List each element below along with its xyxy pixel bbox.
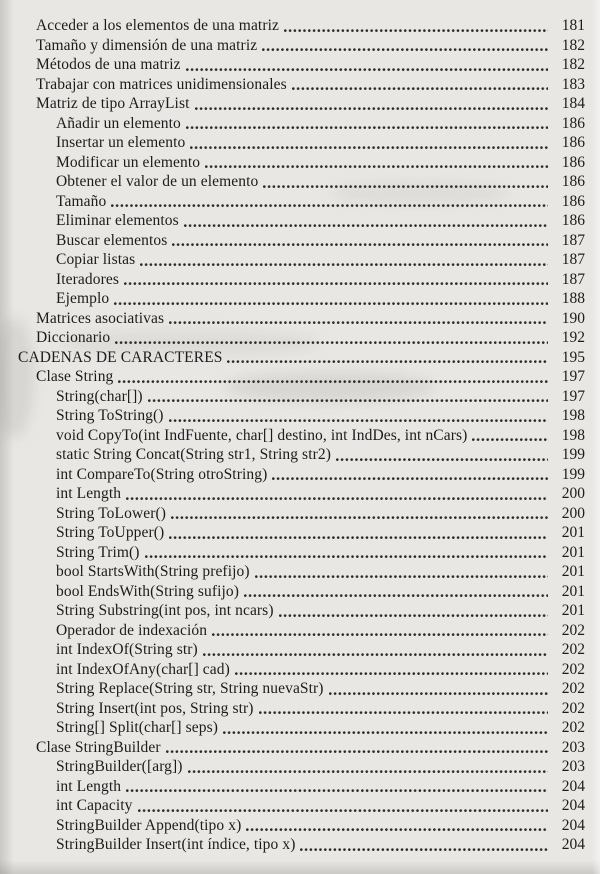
toc-entry-page: 201 bbox=[561, 563, 585, 580]
toc-entry-page: 204 bbox=[561, 797, 585, 814]
toc-entry-label: Iteradores bbox=[56, 270, 119, 288]
toc-entry bbox=[0, 816, 585, 836]
toc-entry bbox=[0, 114, 585, 134]
dot-leader bbox=[148, 398, 548, 403]
toc-entry-label: Tamaño bbox=[56, 192, 107, 210]
toc-entry bbox=[0, 582, 585, 602]
toc-entry-label: Insertar un elemento bbox=[56, 134, 186, 151]
dot-leader bbox=[172, 242, 548, 247]
dot-leader bbox=[126, 496, 548, 501]
dot-leader bbox=[203, 652, 548, 657]
dot-leader bbox=[118, 379, 548, 384]
dot-leader bbox=[212, 632, 548, 637]
toc-entry bbox=[0, 250, 585, 270]
toc-entry-page: 199 bbox=[561, 465, 585, 483]
toc-entry bbox=[0, 211, 585, 231]
toc-entry bbox=[0, 367, 585, 387]
toc-entry bbox=[0, 621, 585, 641]
toc-entry bbox=[0, 94, 585, 114]
toc-entry-page: 197 bbox=[561, 368, 585, 385]
dot-leader bbox=[166, 749, 548, 754]
toc-entry bbox=[0, 835, 585, 855]
toc-entry bbox=[0, 231, 585, 251]
toc-entry-page: 203 bbox=[561, 738, 585, 756]
toc-entry bbox=[0, 543, 585, 563]
toc-entry bbox=[0, 348, 585, 368]
toc-entry bbox=[0, 718, 585, 738]
toc-entry-label: StringBuilder([arg]) bbox=[56, 758, 183, 775]
toc-entry-page: 203 bbox=[561, 758, 585, 775]
toc-entry bbox=[0, 660, 585, 680]
toc-entry-page: 192 bbox=[561, 329, 585, 346]
toc-entry-page: 204 bbox=[561, 777, 585, 795]
dot-leader bbox=[259, 710, 548, 715]
toc-entry bbox=[0, 16, 585, 36]
toc-entry-label: Modificar un elemento bbox=[56, 153, 201, 171]
toc-entry-page: 188 bbox=[561, 290, 585, 307]
toc-entry-label: Añadir un elemento bbox=[56, 114, 181, 132]
toc-entry-page: 202 bbox=[561, 641, 585, 658]
toc-entry-page: 202 bbox=[561, 719, 585, 736]
toc-entry bbox=[0, 192, 585, 212]
dot-leader bbox=[186, 125, 548, 130]
toc-entry-page: 204 bbox=[561, 816, 585, 834]
toc-entry-page: 187 bbox=[561, 270, 585, 288]
dot-leader bbox=[205, 164, 548, 169]
toc-entry-label: Tamaño y dimensión de una matriz bbox=[36, 36, 258, 54]
toc-entry-label: Obtener el valor de un elemento bbox=[56, 173, 259, 190]
toc-entry bbox=[0, 640, 585, 660]
toc-entry-page: 201 bbox=[561, 602, 585, 619]
toc-entry-page: 202 bbox=[561, 699, 585, 717]
dot-leader bbox=[292, 86, 548, 91]
toc-entry-label: String Trim() bbox=[56, 543, 140, 561]
toc-entry-label: int IndexOf(String str) bbox=[56, 641, 198, 658]
toc-entry-label: void CopyTo(int IndFuente, char[] destino, int IndDes, int nCars) bbox=[56, 426, 468, 444]
toc-entry-page: 199 bbox=[561, 446, 585, 463]
toc-entry-page: 187 bbox=[561, 251, 585, 268]
dot-leader bbox=[184, 223, 548, 228]
toc-entry bbox=[0, 153, 585, 173]
toc-entry-label: Matriz de tipo ArrayList bbox=[36, 95, 190, 112]
dot-leader bbox=[124, 281, 548, 286]
dot-leader bbox=[279, 613, 548, 618]
toc-entry-page: 202 bbox=[561, 660, 585, 678]
dot-leader bbox=[169, 320, 548, 325]
toc-entry-page: 202 bbox=[561, 621, 585, 639]
dot-leader bbox=[227, 359, 548, 364]
dot-leader bbox=[186, 67, 548, 72]
toc-entry-label: String Replace(String str, String nuevaStr) bbox=[56, 680, 324, 697]
toc-entry-page: 187 bbox=[561, 231, 585, 249]
toc-entry bbox=[0, 523, 585, 543]
toc-entry bbox=[0, 270, 585, 290]
toc-entry-page: 182 bbox=[561, 56, 585, 73]
toc-entry-label: Diccionario bbox=[36, 329, 111, 346]
dot-leader bbox=[300, 847, 548, 852]
toc-entry-page: 186 bbox=[561, 134, 585, 151]
toc-entry bbox=[0, 406, 585, 426]
toc-entry-label: Métodos de una matriz bbox=[36, 56, 181, 73]
toc-entry-page: 200 bbox=[561, 504, 585, 522]
toc-entry bbox=[0, 796, 585, 816]
page-edge-bottom-shading bbox=[0, 860, 600, 874]
toc-entry bbox=[0, 445, 585, 465]
dot-leader bbox=[284, 28, 548, 33]
toc-entry-label: StringBuilder Append(tipo x) bbox=[56, 816, 242, 834]
dot-leader bbox=[169, 418, 548, 423]
toc-entry-label: Clase String bbox=[36, 368, 114, 385]
toc-entry bbox=[0, 777, 585, 797]
toc-entry-label: int Capacity bbox=[56, 797, 133, 814]
toc-entry-label: Matrices asociativas bbox=[36, 309, 165, 327]
toc-entry-label: Ejemplo bbox=[56, 290, 110, 307]
toc-entry-label: String Insert(int pos, String str) bbox=[56, 699, 254, 717]
dot-leader bbox=[188, 769, 548, 774]
dot-leader bbox=[244, 593, 548, 598]
toc-entry-label: Eliminar elementos bbox=[56, 212, 179, 229]
toc-entry-label: bool EndsWith(String sufijo) bbox=[56, 582, 240, 600]
toc-entry-page: 197 bbox=[561, 387, 585, 405]
dot-leader bbox=[255, 574, 548, 579]
toc-entry-page: 201 bbox=[561, 543, 585, 561]
toc-entry-page: 186 bbox=[561, 212, 585, 229]
toc-entry bbox=[0, 387, 585, 407]
toc-entry-page: 184 bbox=[561, 95, 585, 112]
toc-entry bbox=[0, 465, 585, 485]
dot-leader bbox=[272, 476, 548, 481]
toc-entry-label: Trabajar con matrices unidimensionales bbox=[36, 75, 287, 93]
dot-leader bbox=[223, 730, 548, 735]
toc-entry-page: 186 bbox=[561, 114, 585, 132]
toc-entry-page: 201 bbox=[561, 524, 585, 541]
toc-entry-label: String ToString() bbox=[56, 407, 164, 424]
toc-entry bbox=[0, 75, 585, 95]
toc-entry-page: 198 bbox=[561, 407, 585, 424]
toc-entry-page: 182 bbox=[561, 36, 585, 54]
dot-leader bbox=[114, 301, 548, 306]
dot-leader bbox=[336, 457, 548, 462]
toc-entry-page: 190 bbox=[561, 309, 585, 327]
toc-entry bbox=[0, 133, 585, 153]
toc-entry bbox=[0, 289, 585, 309]
dot-leader bbox=[145, 554, 548, 559]
toc-entry-label: int IndexOfAny(char[] cad) bbox=[56, 660, 230, 678]
dot-leader bbox=[171, 515, 548, 520]
dot-leader bbox=[138, 808, 548, 813]
dot-leader bbox=[262, 47, 548, 52]
toc-entry-page: 195 bbox=[561, 348, 585, 366]
toc-entry-label: CADENAS DE CARACTERES bbox=[18, 348, 223, 366]
toc-entry-page: 200 bbox=[561, 485, 585, 502]
toc-entry bbox=[0, 172, 585, 192]
dot-leader bbox=[329, 691, 548, 696]
toc-entry-label: String Substring(int pos, int ncars) bbox=[56, 602, 274, 619]
toc-entry-page: 186 bbox=[561, 153, 585, 171]
toc-entry-label: String ToLower() bbox=[56, 504, 167, 522]
toc-entry bbox=[0, 55, 585, 75]
dot-leader bbox=[195, 106, 549, 111]
dot-leader bbox=[169, 535, 548, 540]
toc-entry-label: Clase StringBuilder bbox=[36, 738, 161, 756]
toc-entry-label: StringBuilder Insert(int índice, tipo x) bbox=[56, 836, 296, 853]
toc-entry-label: String ToUpper() bbox=[56, 524, 165, 541]
toc-entry-label: Acceder a los elementos de una matriz bbox=[36, 17, 279, 34]
toc-entry-label: Operador de indexación bbox=[56, 621, 208, 639]
dot-leader bbox=[140, 262, 548, 267]
dot-leader bbox=[472, 437, 548, 442]
toc-entry bbox=[0, 679, 585, 699]
toc-entry-label: int Length bbox=[56, 485, 122, 502]
toc-entry bbox=[0, 738, 585, 758]
toc-entry-label: Copiar listas bbox=[56, 251, 136, 268]
toc-entry bbox=[0, 309, 585, 329]
toc-entry-page: 198 bbox=[561, 426, 585, 444]
toc-entry-label: int Length bbox=[56, 777, 122, 795]
toc-entry-page: 186 bbox=[561, 173, 585, 190]
toc-entry bbox=[0, 699, 585, 719]
toc-entry bbox=[0, 601, 585, 621]
dot-leader bbox=[263, 184, 548, 189]
dot-leader bbox=[190, 145, 548, 150]
toc-entry-label: String[] Split(char[] seps) bbox=[56, 719, 218, 736]
toc-entry-page: 181 bbox=[561, 17, 585, 34]
toc-entry bbox=[0, 562, 585, 582]
toc-entry bbox=[0, 504, 585, 524]
toc-entry-label: bool StartsWith(String prefijo) bbox=[56, 563, 250, 580]
toc-entry-label: static String Concat(String str1, String str2) bbox=[56, 446, 331, 463]
dot-leader bbox=[115, 340, 548, 345]
toc-entry bbox=[0, 484, 585, 504]
toc-entry-page: 204 bbox=[561, 836, 585, 853]
toc-entry bbox=[0, 328, 585, 348]
toc-entry-label: int CompareTo(String otroString) bbox=[56, 465, 268, 483]
dot-leader bbox=[246, 827, 548, 832]
toc-entry-page: 186 bbox=[561, 192, 585, 210]
toc-entry bbox=[0, 757, 585, 777]
toc-entry-page: 201 bbox=[561, 582, 585, 600]
toc-entry bbox=[0, 426, 585, 446]
dot-leader bbox=[111, 203, 548, 208]
toc-entry-label: String(char[]) bbox=[56, 387, 143, 405]
toc-entry-page: 183 bbox=[561, 75, 585, 93]
toc-entry-label: Buscar elementos bbox=[56, 231, 168, 249]
dot-leader bbox=[235, 671, 548, 676]
toc-entry-page: 202 bbox=[561, 680, 585, 697]
dot-leader bbox=[126, 788, 548, 793]
toc-entry bbox=[0, 36, 585, 56]
